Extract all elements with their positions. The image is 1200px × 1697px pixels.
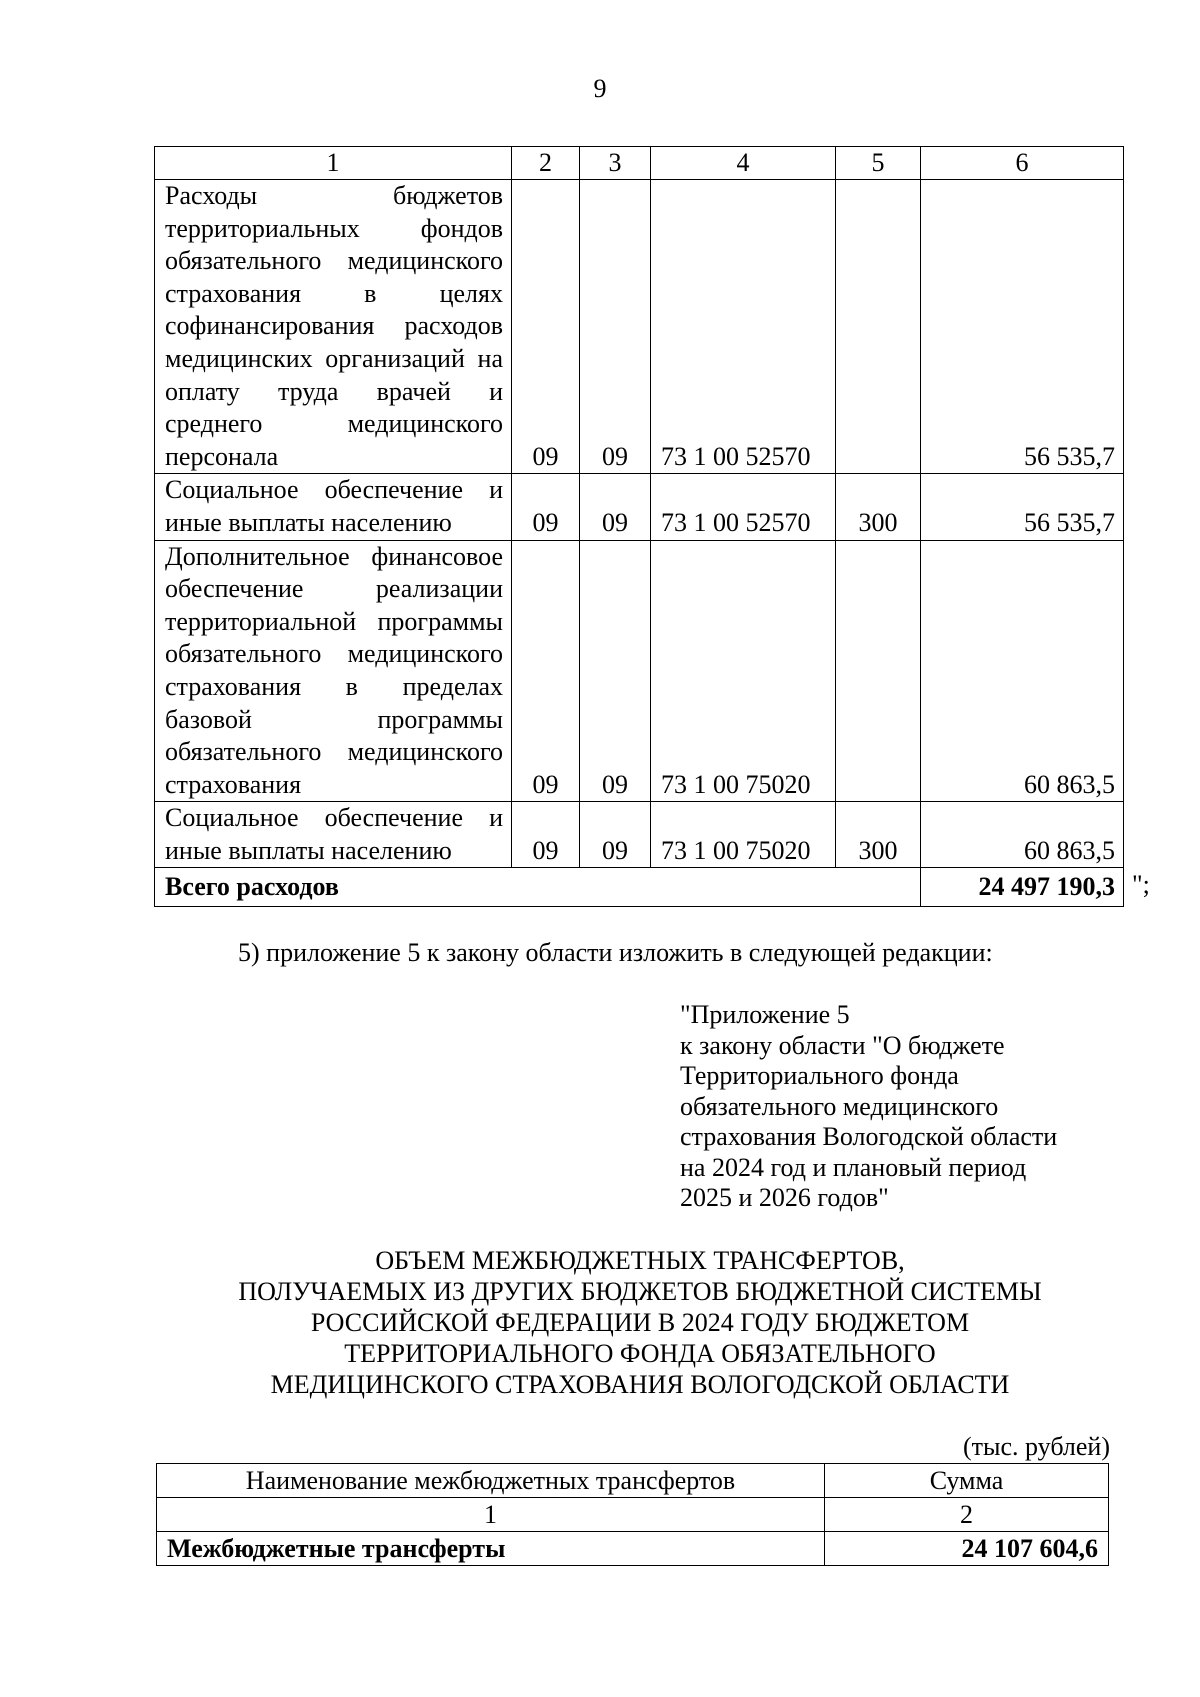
row-target-code: 73 1 00 75020 (651, 802, 836, 868)
transfers-table (156, 1463, 1109, 1566)
appendix-heading (680, 1000, 1120, 1214)
row-expense-type (836, 540, 921, 802)
row-target-code: 73 1 00 52570 (651, 180, 836, 474)
column-header: 6 (921, 147, 1124, 180)
title-line: МЕДИЦИНСКОГО СТРАХОВАНИЯ ВОЛОГОДСКОЙ ОБЛАСТИ (270, 1370, 1010, 1399)
amendment-instruction: 5) приложение 5 к закону области изложить в следующей редакции: (238, 938, 993, 967)
total-row (155, 868, 1124, 907)
row-amount: 60 863,5 (921, 802, 1124, 868)
row-section: 09 (512, 474, 580, 540)
total-label: Всего расходов (155, 868, 921, 907)
table-row (157, 1532, 1109, 1566)
column-number: 1 (157, 1498, 825, 1532)
closing-quote: "; (1132, 870, 1150, 899)
row-subsection: 09 (580, 802, 651, 868)
appendix-line: на 2024 год и плановый период (680, 1152, 1027, 1182)
column-header: Сумма (825, 1464, 1109, 1498)
appendix-line: обязательного медицинского (680, 1091, 999, 1121)
row-expense-type: 300 (836, 802, 921, 868)
appendix-line: "Приложение 5 (680, 1000, 850, 1029)
column-header: 5 (836, 147, 921, 180)
title-line: РОССИЙСКОЙ ФЕДЕРАЦИИ В 2024 ГОДУ БЮДЖЕТОМ (310, 1308, 970, 1337)
column-header: 1 (155, 147, 512, 180)
column-number-row (157, 1498, 1109, 1532)
title-line: ПОЛУЧАЕМЫХ ИЗ ДРУГИХ БЮДЖЕТОВ БЮДЖЕТНОЙ СИСТЕМЫ (238, 1277, 1042, 1306)
total-amount: 24 497 190,3 (921, 868, 1124, 907)
transfers-header-row (157, 1464, 1109, 1498)
appendix-line: Территориального фонда (680, 1061, 959, 1090)
title-line: ТЕРРИТОРИАЛЬНОГО ФОНДА ОБЯЗАТЕЛЬНОГО (344, 1339, 936, 1368)
row-description: Расходы бюджетов территориальных фондов обязательного медицинского страхования в целях софинансирования расходов медицинских организаций на оплату труда врачей и среднего медицинского персонала (155, 180, 512, 474)
row-description: Дополнительное финансовое обеспечение реализации территориальной программы обязательного медицинского страхования в пределах базовой программы обязательного медицинского страхования (155, 540, 512, 802)
unit-note: (тыс. рублей) (962, 1432, 1110, 1461)
column-header: 4 (651, 147, 836, 180)
row-amount: 60 863,5 (921, 540, 1124, 802)
table-row (155, 474, 1124, 540)
expenses-table-header-row (155, 147, 1124, 180)
column-header: Наименование межбюджетных трансфертов (157, 1464, 825, 1498)
page-number: 9 (593, 74, 607, 103)
row-subsection: 09 (580, 474, 651, 540)
row-section: 09 (512, 802, 580, 868)
row-section: 09 (512, 540, 580, 802)
appendix-line: 2025 и 2026 годов" (680, 1183, 889, 1212)
table-row (155, 180, 1124, 474)
row-target-code: 73 1 00 52570 (651, 474, 836, 540)
row-expense-type: 300 (836, 474, 921, 540)
column-header: 3 (580, 147, 651, 180)
row-expense-type (836, 180, 921, 474)
row-amount: 56 535,7 (921, 474, 1124, 540)
expenses-table (154, 146, 1124, 907)
row-subsection: 09 (580, 180, 651, 474)
row-target-code: 73 1 00 75020 (651, 540, 836, 802)
transfer-name: Межбюджетные трансферты (157, 1532, 825, 1566)
table-row (155, 802, 1124, 868)
document-title (150, 1245, 1130, 1400)
row-description: Социальное обеспечение и иные выплаты населению (155, 802, 512, 868)
row-amount: 56 535,7 (921, 180, 1124, 474)
row-section: 09 (512, 180, 580, 474)
appendix-line: страхования Вологодской области (680, 1122, 1058, 1151)
row-description: Социальное обеспечение и иные выплаты населению (155, 474, 512, 540)
row-subsection: 09 (580, 540, 651, 802)
title-line: ОБЪЕМ МЕЖБЮДЖЕТНЫХ ТРАНСФЕРТОВ, (375, 1246, 905, 1275)
transfer-amount: 24 107 604,6 (825, 1532, 1109, 1566)
column-number: 2 (825, 1498, 1109, 1532)
table-row (155, 540, 1124, 802)
appendix-line: к закону области "О бюджете (680, 1030, 1005, 1060)
column-header: 2 (512, 147, 580, 180)
